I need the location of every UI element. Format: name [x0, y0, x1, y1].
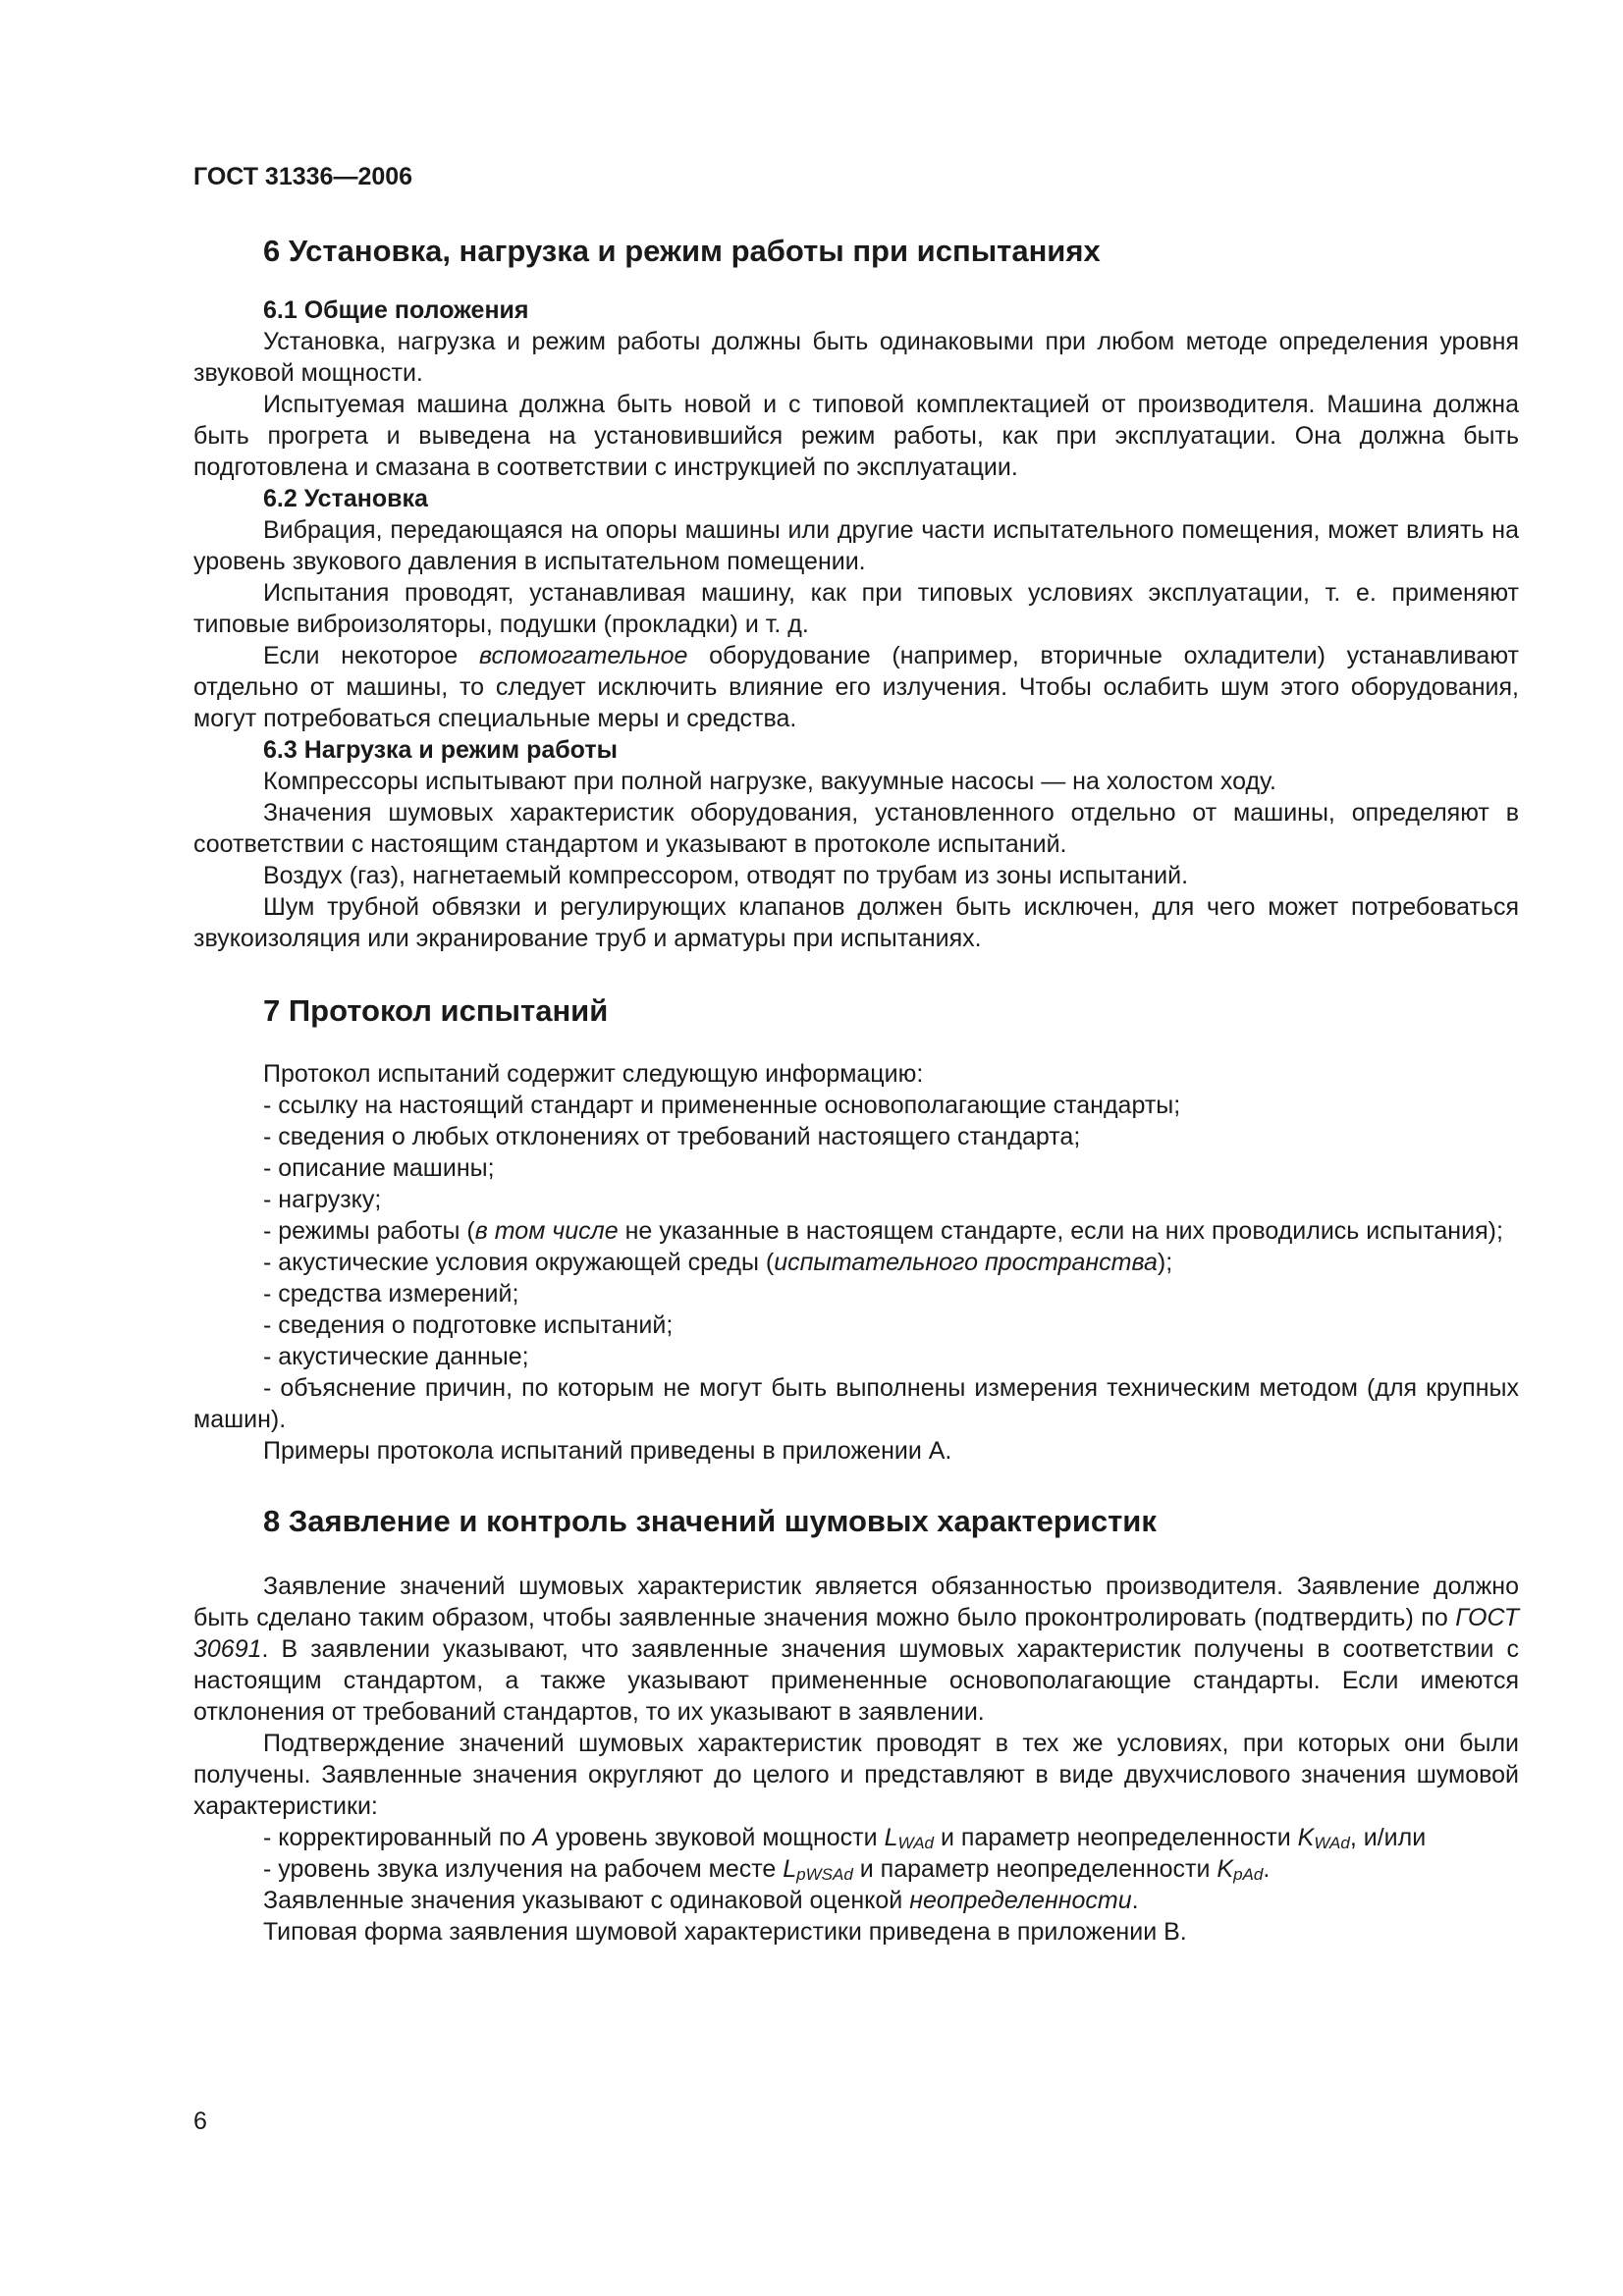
paragraph: Типовая форма заявления шумовой характеристики приведена в приложении В. — [263, 1918, 1187, 1946]
text-run: - корректированный по — [263, 1824, 533, 1851]
document-body — [193, 232, 1519, 1948]
page-number: 6 — [193, 2108, 207, 2135]
paragraph: Протокол испытаний содержит следующую информацию: — [263, 1060, 924, 1088]
subsection-6-3-title: 6.3 Нагрузка и режим работы — [263, 736, 618, 764]
list-item: - ссылку на настоящий стандарт и примененные основополагающие стандарты; — [263, 1092, 1181, 1119]
emphasis-text: вспомогательное — [479, 642, 688, 669]
list-item: - средства измерений; — [263, 1280, 519, 1308]
subscript: WAd — [897, 1834, 935, 1852]
symbol: K — [1297, 1824, 1315, 1851]
symbol: A — [532, 1824, 550, 1851]
symbol: L — [884, 1824, 898, 1851]
paragraph: Примеры протокола испытаний приведены в приложении А. — [263, 1437, 952, 1465]
text-run: оборудование (например, вторичные охладители) устанавливают отдельно от машины, то следует исключить влияние его излучения. Чтобы ослабить шум этого оборудования, могут потребоваться специальные меры и средства. — [193, 642, 1519, 732]
symbol: K — [1217, 1855, 1234, 1883]
paragraph: Воздух (газ), нагнетаемый компрессором, отводят по трубам из зоны испытаний. — [263, 862, 1189, 889]
emphasis-text: в том числе — [474, 1217, 619, 1245]
emphasis-text: испытательного пространства — [774, 1249, 1158, 1276]
list-item: - нагрузку; — [263, 1186, 382, 1213]
paragraph: Шум трубной обвязки и регулирующих клапанов должен быть исключен, для чего может потребоваться звукоизоляция или экранирование труб и арматуры при испытаниях. — [193, 893, 1519, 952]
text-run: - акустические условия окружающей среды ( — [263, 1249, 775, 1276]
text-run: . В заявлении указывают, что заявленные значения шумовых характеристик получены в соответствии с настоящим стандартом, а также указывают примененные основополагающие стандарты. Если имеются отклонения от требований стандартов, то их указывают в заявлении. — [193, 1635, 1519, 1726]
text-run: Если некоторое — [263, 642, 480, 669]
list-item: - акустические данные; — [263, 1343, 529, 1370]
list-item — [193, 1215, 1519, 1247]
text-run: ); — [1157, 1249, 1173, 1276]
text-run: . — [1131, 1887, 1139, 1914]
subsection-6-1-title: 6.1 Общие положения — [263, 296, 529, 324]
subscript: pAd — [1233, 1865, 1264, 1884]
paragraph: Подтверждение значений шумовых характеристик проводят в тех же условиях, при которых они были получены. Заявленные значения округляют до целого и представляют в виде двухчислового значения шумовой характеристики: — [193, 1730, 1519, 1820]
paragraph — [193, 640, 1519, 734]
paragraph — [193, 1571, 1519, 1728]
text-run: и параметр неопределенности — [852, 1855, 1217, 1883]
paragraph: Установка, нагрузка и режим работы должны быть одинаковыми при любом методе определения уровня звуковой мощности. — [193, 328, 1519, 387]
paragraph — [193, 1885, 1519, 1916]
section-7-title: 7 Протокол испытаний — [263, 993, 609, 1028]
list-item: - описание машины; — [263, 1154, 495, 1182]
text-run: не указанные в настоящем стандарте, если на них проводились испытания); — [618, 1217, 1503, 1245]
subscript: WAd — [1314, 1834, 1350, 1852]
list-item: - сведения о подготовке испытаний; — [263, 1311, 674, 1339]
text-run: и параметр неопределенности — [934, 1824, 1298, 1851]
paragraph: Вибрация, передающаяся на опоры машины или другие части испытательного помещения, может влиять на уровень звукового давления в испытательном помещении. — [193, 516, 1519, 575]
list-item: - сведения о любых отклонениях от требований настоящего стандарта; — [263, 1123, 1081, 1150]
text-run: Заявленные значения указывают с одинаковой оценкой — [263, 1887, 910, 1914]
paragraph: Испытания проводят, устанавливая машину, как при типовых условиях эксплуатации, т. е. применяют типовые виброизоляторы, подушки (прокладки) и т. д. — [193, 579, 1519, 638]
text-run: - режимы работы ( — [263, 1217, 475, 1245]
emphasis-text: неопределенности — [909, 1887, 1132, 1914]
subsection-6-2-title: 6.2 Установка — [263, 485, 428, 512]
standard-reference: ГОСТ 30691 — [193, 1604, 1519, 1663]
document-id: ГОСТ 31336—2006 — [193, 163, 413, 190]
symbol: L — [783, 1855, 797, 1883]
paragraph: Испытуемая машина должна быть новой и с типовой комплектацией от производителя. Машина должна быть прогрета и выведена на установившийся режим работы, как при эксплуатации. Она должна быть подготовлена и смазана в соответствии с инструкцией по эксплуатации. — [193, 391, 1519, 481]
paragraph: Значения шумовых характеристик оборудования, установленного отдельно от машины, определяют в соответствии с настоящим стандартом и указывают в протоколе испытаний. — [193, 799, 1519, 858]
text-run: - уровень звука излучения на рабочем месте — [263, 1855, 784, 1883]
subscript: pWSAd — [796, 1865, 853, 1884]
paragraph: Компрессоры испытывают при полной нагрузке, вакуумные насосы — на холостом ходу. — [263, 768, 1276, 795]
section-6-title: 6 Установка, нагрузка и режим работы при испытаниях — [263, 234, 1101, 268]
section-8-title: 8 Заявление и контроль значений шумовых характеристик — [263, 1504, 1157, 1538]
text-run: Заявление значений шумовых характеристик является обязанностью производителя. Заявление должно быть сделано таким образом, чтобы заявленные значения можно было проконтролировать (подтвердить) по — [193, 1573, 1519, 1631]
list-item — [193, 1853, 1519, 1885]
text-run: . — [1263, 1855, 1271, 1883]
list-item: - объяснение причин, по которым не могут быть выполнены измерения техническим методом (для крупных машин). — [193, 1374, 1519, 1433]
text-run: , и/или — [1349, 1824, 1427, 1851]
text-run: уровень звуковой мощности — [549, 1824, 885, 1851]
list-item — [193, 1822, 1519, 1853]
list-item — [193, 1247, 1519, 1278]
